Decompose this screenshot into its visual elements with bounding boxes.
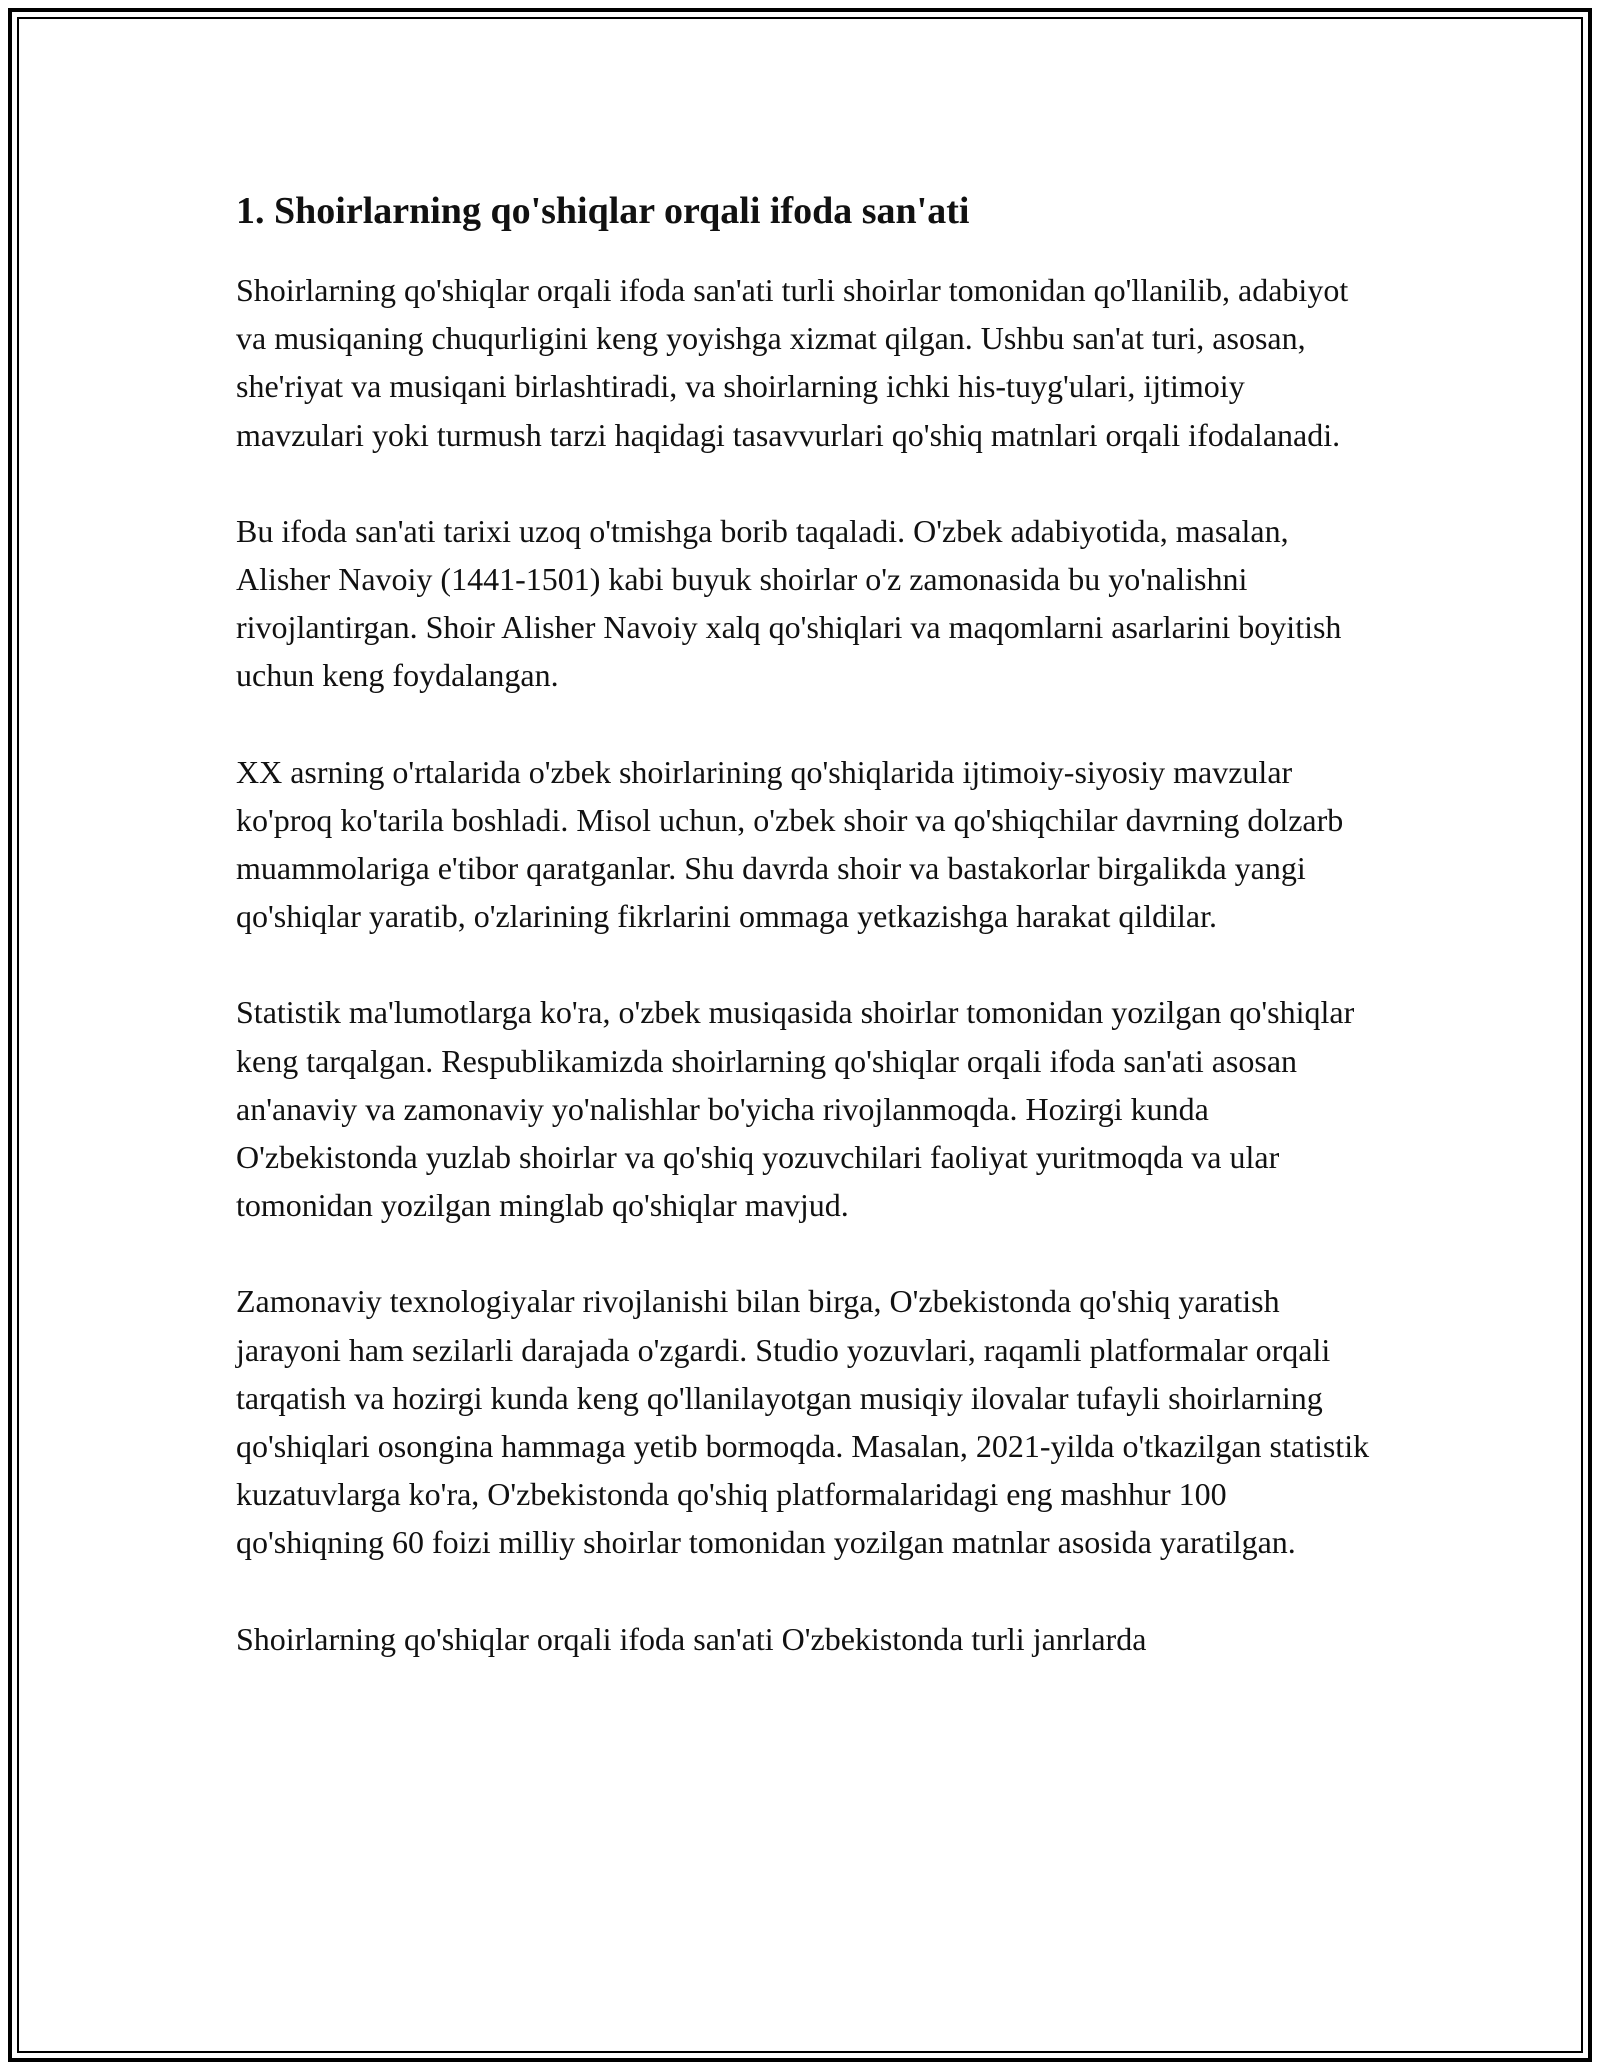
section-heading: 1. Shoirlarning qo'shiqlar orqali ifoda san'ati bbox=[236, 190, 970, 232]
paragraph-1: Shoirlarning qo'shiqlar orqali ifoda san'ati turli shoirlar tomonidan qo'llanilib, adabiyot va musiqaning chuqurligini keng yoyishga xizmat qilgan. Ushbu san'at turi, asosan, she'riyat va musiqani birlashtiradi, va shoirlarning ichki his-tuyg'ulari, ijtimoiy mavzulari yoki turmush tarzi haqidagi tasavvurlari qo'shiq matnlari orqali ifodalanadi. bbox=[236, 272, 1349, 453]
paragraph-6: Shoirlarning qo'shiqlar orqali ifoda san'ati O'zbekistonda turli janrlarda bbox=[236, 1620, 1147, 1657]
paragraph-4: Statistik ma'lumotlarga ko'ra, o'zbek musiqasida shoirlar tomonidan yozilgan qo'shiqlar keng tarqalgan. Respublikamizda shoirlarning qo'shiqlar orqali ifoda san'ati asosan an'anaviy va zamonaviy yo'nalishlar bo'yicha rivojlanmoqda. Hozirgi kunda O'zbekistonda yuzlab shoirlar va qo'shiq yozuvchilari faoliyat yuritmoqda va ular tomonidan yozilgan minglab qo'shiqlar mavjud. bbox=[236, 994, 1355, 1224]
paragraph-2: Bu ifoda san'ati tarixi uzoq o'tmishga borib taqaladi. O'zbek adabiyotida, masalan, Alisher Navoiy (1441-1501) kabi buyuk shoirlar o'z zamonasida bu yo'nalishni rivojlantirgan. Shoir Alisher Navoiy xalq qo'shiqlari va maqomlarni asarlarini boyitish uchun keng foydalangan. bbox=[236, 512, 1342, 694]
document-body bbox=[236, 186, 1376, 1711]
paragraph-3: XX asrning o'rtalarida o'zbek shoirlarining qo'shiqlarida ijtimoiy-siyosiy mavzular ko'proq ko'tarila boshladi. Misol uchun, o'zbek shoir va qo'shiqchilar davrning dolzarb muammolariga e'tibor qaratganlar. Shu davrda shoir va bastakorlar birgalikda yangi qo'shiqlar yaratib, o'zlarining fikrlarini ommaga yetkazishga harakat qildilar. bbox=[236, 753, 1344, 935]
paragraph-5: Zamonaviy texnologiyalar rivojlanishi bilan birga, O'zbekistonda qo'shiq yaratish jarayoni ham sezilarli darajada o'zgardi. Studio yozuvlari, raqamli platformalar orqali tarqatish va hozirgi kunda keng qo'llanilayotgan musiqiy ilovalar tufayli shoirlarning qo'shiqlari osongina hammaga yetib bormoqda. Masalan, 2021-yilda o'tkazilgan statistik kuzatuvlarga ko'ra, O'zbekistonda qo'shiq platformalaridagi eng mashhur 100 qo'shiqning 60 foizi milliy shoirlar tomonidan yozilgan matnlar asosida yaratilgan. bbox=[236, 1283, 1370, 1561]
